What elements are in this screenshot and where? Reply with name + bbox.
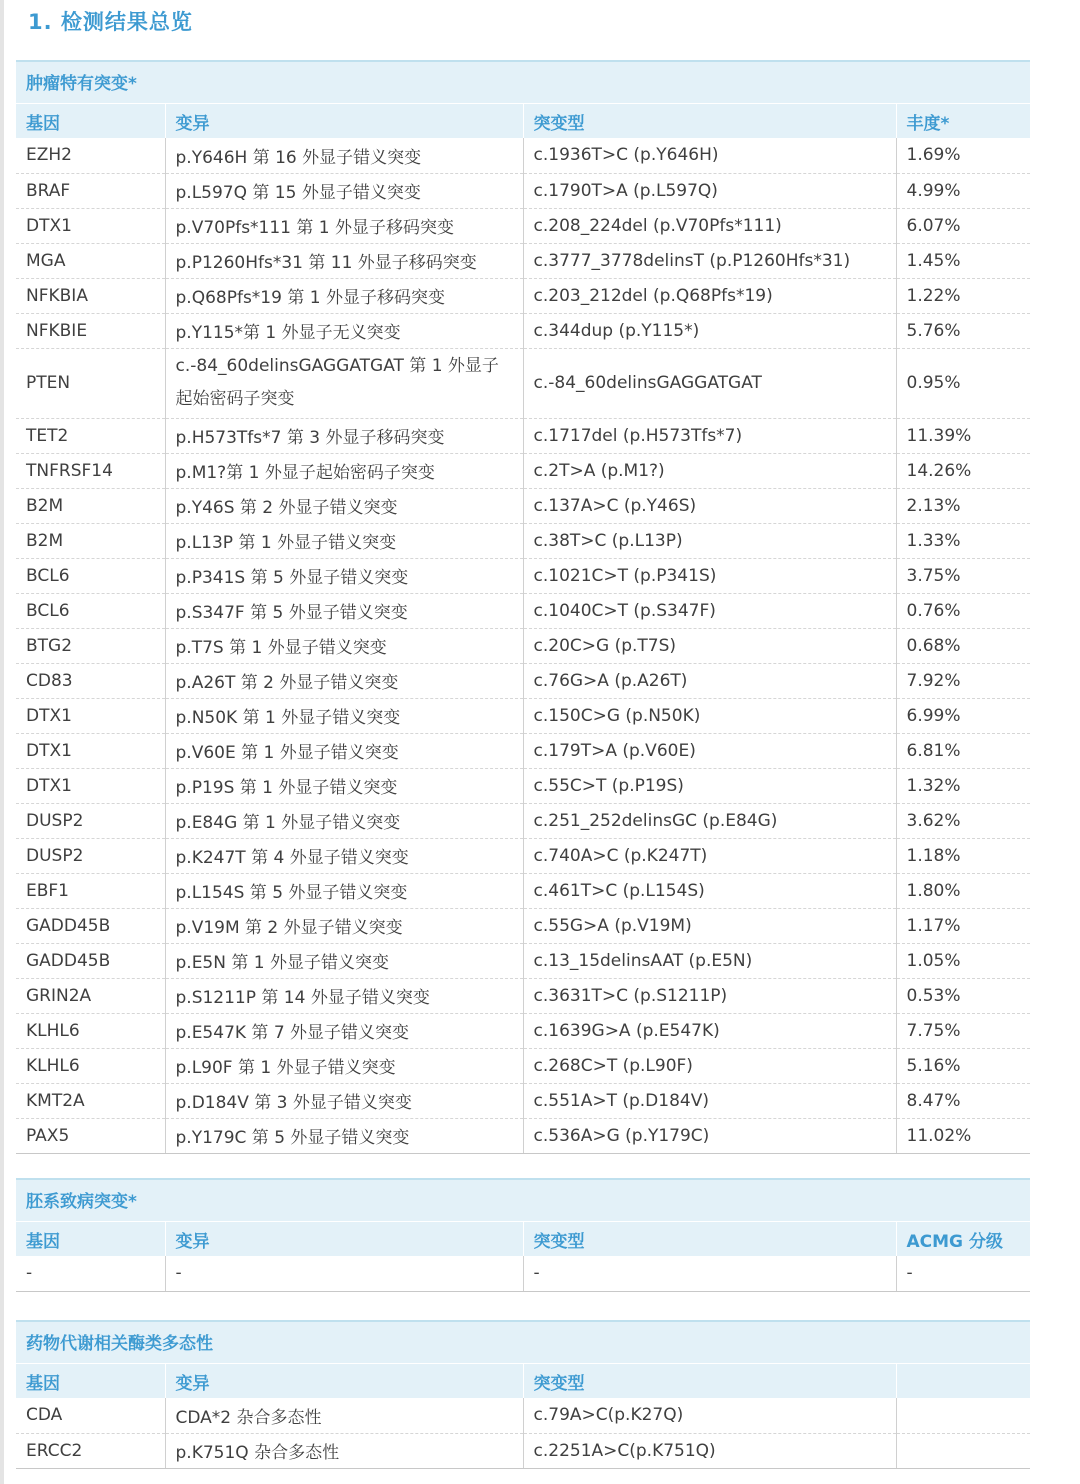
table-row [16, 768, 1030, 803]
somatic-cell: p.P1260Hfs*31 第 11 外显子移码突变 [165, 243, 523, 278]
table-row [16, 1433, 1030, 1468]
pharmaco-cell: ERCC2 [16, 1433, 165, 1468]
somatic-cell: p.E547K 第 7 外显子错义突变 [165, 1013, 523, 1048]
somatic-cell: KLHL6 [16, 1013, 165, 1048]
germline-cell: - [165, 1256, 523, 1291]
germline-table [16, 1222, 1030, 1292]
table-row [16, 733, 1030, 768]
somatic-cell: DTX1 [16, 733, 165, 768]
somatic-cell: 0.76% [896, 593, 1030, 628]
somatic-cell: 7.75% [896, 1013, 1030, 1048]
somatic-cell: p.L597Q 第 15 外显子错义突变 [165, 173, 523, 208]
table-row [16, 803, 1030, 838]
somatic-cell: 0.95% [896, 348, 1030, 418]
germline-section [16, 1178, 1030, 1292]
somatic-cell: p.L13P 第 1 外显子错义突变 [165, 523, 523, 558]
somatic-cell: c.1790T>A (p.L597Q) [523, 173, 896, 208]
pharmaco-cell: p.K751Q 杂合多态性 [165, 1433, 523, 1468]
somatic-cell: 11.39% [896, 418, 1030, 453]
somatic-cell: BCL6 [16, 558, 165, 593]
somatic-cell: c.3631T>C (p.S1211P) [523, 978, 896, 1013]
table-row [16, 838, 1030, 873]
somatic-section-title: 肿瘤特有突变* [16, 60, 1030, 104]
somatic-cell: p.L90F 第 1 外显子错义突变 [165, 1048, 523, 1083]
somatic-cell: DTX1 [16, 768, 165, 803]
table-row [16, 593, 1030, 628]
pharmaco-cell: c.2251A>C(p.K751Q) [523, 1433, 896, 1468]
somatic-cell: p.D184V 第 3 外显子错义突变 [165, 1083, 523, 1118]
somatic-cell: p.N50K 第 1 外显子错义突变 [165, 698, 523, 733]
somatic-cell: NFKBIA [16, 278, 165, 313]
somatic-cell: MGA [16, 243, 165, 278]
pharmaco-cell [896, 1398, 1030, 1433]
somatic-header-cell: 突变型 [523, 104, 896, 138]
somatic-cell: c.461T>C (p.L154S) [523, 873, 896, 908]
somatic-cell: c.1936T>C (p.Y646H) [523, 138, 896, 173]
somatic-cell: c.150C>G (p.N50K) [523, 698, 896, 733]
somatic-cell: p.Y646H 第 16 外显子错义突变 [165, 138, 523, 173]
pharmaco-table [16, 1364, 1030, 1469]
somatic-header-cell: 基因 [16, 104, 165, 138]
somatic-cell: 3.75% [896, 558, 1030, 593]
somatic-cell: PAX5 [16, 1118, 165, 1153]
somatic-header-cell: 丰度* [896, 104, 1030, 138]
somatic-cell: p.V60E 第 1 外显子错义突变 [165, 733, 523, 768]
somatic-cell: NFKBIE [16, 313, 165, 348]
somatic-cell: c.344dup (p.Y115*) [523, 313, 896, 348]
somatic-cell: DUSP2 [16, 838, 165, 873]
somatic-cell: 2.13% [896, 488, 1030, 523]
somatic-cell: c.-84_60delinsGAGGATGAT 第 1 外显子起始密码子突变 [165, 348, 523, 418]
germline-header-cell: 变异 [165, 1222, 523, 1256]
somatic-cell: c.740A>C (p.K247T) [523, 838, 896, 873]
somatic-cell: 8.47% [896, 1083, 1030, 1118]
somatic-cell: BTG2 [16, 628, 165, 663]
somatic-cell: c.208_224del (p.V70Pfs*111) [523, 208, 896, 243]
somatic-cell: 1.80% [896, 873, 1030, 908]
somatic-cell: 6.99% [896, 698, 1030, 733]
somatic-cell: c.13_15delinsAAT (p.E5N) [523, 943, 896, 978]
table-row [16, 523, 1030, 558]
table-row [16, 278, 1030, 313]
somatic-cell: p.Y179C 第 5 外显子错义突变 [165, 1118, 523, 1153]
pharmaco-header-cell [896, 1364, 1030, 1398]
table-row [16, 1013, 1030, 1048]
somatic-cell: PTEN [16, 348, 165, 418]
somatic-cell: c.203_212del (p.Q68Pfs*19) [523, 278, 896, 313]
table-row [16, 348, 1030, 418]
somatic-cell: KMT2A [16, 1083, 165, 1118]
table-row [16, 1256, 1030, 1291]
somatic-cell: 0.53% [896, 978, 1030, 1013]
somatic-cell: c.1639G>A (p.E547K) [523, 1013, 896, 1048]
pharmaco-section-title: 药物代谢相关酶类多态性 [16, 1320, 1030, 1364]
table-row [16, 243, 1030, 278]
somatic-cell: GADD45B [16, 908, 165, 943]
pharmaco-cell [896, 1433, 1030, 1468]
somatic-cell: p.M1?第 1 外显子起始密码子突变 [165, 453, 523, 488]
table-row [16, 138, 1030, 173]
table-row [16, 628, 1030, 663]
somatic-cell: 4.99% [896, 173, 1030, 208]
table-row [16, 873, 1030, 908]
somatic-cell: c.137A>C (p.Y46S) [523, 488, 896, 523]
somatic-cell: p.L154S 第 5 外显子错义突变 [165, 873, 523, 908]
germline-cell: - [523, 1256, 896, 1291]
somatic-cell: c.2T>A (p.M1?) [523, 453, 896, 488]
somatic-cell: c.268C>T (p.L90F) [523, 1048, 896, 1083]
table-row [16, 453, 1030, 488]
pharmaco-cell: CDA*2 杂合多态性 [165, 1398, 523, 1433]
somatic-cell: 1.22% [896, 278, 1030, 313]
somatic-cell: c.38T>C (p.L13P) [523, 523, 896, 558]
somatic-cell: p.S347F 第 5 外显子错义突变 [165, 593, 523, 628]
pharmaco-cell: CDA [16, 1398, 165, 1433]
germline-header-cell: ACMG 分级 [896, 1222, 1030, 1256]
somatic-cell: p.E5N 第 1 外显子错义突变 [165, 943, 523, 978]
somatic-cell: TNFRSF14 [16, 453, 165, 488]
somatic-cell: 14.26% [896, 453, 1030, 488]
somatic-cell: c.55G>A (p.V19M) [523, 908, 896, 943]
germline-cell: - [896, 1256, 1030, 1291]
somatic-cell: 5.76% [896, 313, 1030, 348]
somatic-cell: c.1717del (p.H573Tfs*7) [523, 418, 896, 453]
table-row [16, 698, 1030, 733]
somatic-cell: c.1021C>T (p.P341S) [523, 558, 896, 593]
somatic-cell: c.251_252delinsGC (p.E84G) [523, 803, 896, 838]
somatic-cell: B2M [16, 488, 165, 523]
table-row [16, 558, 1030, 593]
somatic-cell: p.Q68Pfs*19 第 1 外显子移码突变 [165, 278, 523, 313]
somatic-section [16, 60, 1030, 1154]
somatic-cell: B2M [16, 523, 165, 558]
somatic-cell: BCL6 [16, 593, 165, 628]
pharmaco-section [16, 1320, 1030, 1469]
somatic-cell: c.3777_3778delinsT (p.P1260Hfs*31) [523, 243, 896, 278]
somatic-cell: 1.32% [896, 768, 1030, 803]
somatic-cell: 3.62% [896, 803, 1030, 838]
somatic-cell: 6.81% [896, 733, 1030, 768]
somatic-cell: GRIN2A [16, 978, 165, 1013]
somatic-cell: c.179T>A (p.V60E) [523, 733, 896, 768]
somatic-cell: 1.17% [896, 908, 1030, 943]
table-row [16, 313, 1030, 348]
somatic-cell: 1.33% [896, 523, 1030, 558]
somatic-cell: 7.92% [896, 663, 1030, 698]
table-row [16, 208, 1030, 243]
somatic-cell: c.-84_60delinsGAGGATGAT [523, 348, 896, 418]
table-row [16, 663, 1030, 698]
page-title: 1. 检测结果总览 [28, 10, 193, 34]
somatic-cell: c.1040C>T (p.S347F) [523, 593, 896, 628]
germline-header-cell: 基因 [16, 1222, 165, 1256]
somatic-cell: p.P19S 第 1 外显子错义突变 [165, 768, 523, 803]
somatic-cell: CD83 [16, 663, 165, 698]
somatic-cell: p.A26T 第 2 外显子错义突变 [165, 663, 523, 698]
germline-header-cell: 突变型 [523, 1222, 896, 1256]
somatic-cell: p.Y115*第 1 外显子无义突变 [165, 313, 523, 348]
somatic-cell: p.V70Pfs*111 第 1 外显子移码突变 [165, 208, 523, 243]
somatic-cell: p.H573Tfs*7 第 3 外显子移码突变 [165, 418, 523, 453]
somatic-cell: p.T7S 第 1 外显子错义突变 [165, 628, 523, 663]
table-row [16, 978, 1030, 1013]
somatic-cell: p.E84G 第 1 外显子错义突变 [165, 803, 523, 838]
table-row [16, 418, 1030, 453]
somatic-table [16, 104, 1030, 1154]
somatic-cell: GADD45B [16, 943, 165, 978]
somatic-cell: DTX1 [16, 698, 165, 733]
germline-cell: - [16, 1256, 165, 1291]
table-row [16, 908, 1030, 943]
somatic-cell: BRAF [16, 173, 165, 208]
table-row [16, 1083, 1030, 1118]
somatic-cell: 5.16% [896, 1048, 1030, 1083]
somatic-cell: EZH2 [16, 138, 165, 173]
table-row [16, 1118, 1030, 1153]
pharmaco-header-cell: 变异 [165, 1364, 523, 1398]
somatic-cell: p.V19M 第 2 外显子错义突变 [165, 908, 523, 943]
germline-section-title: 胚系致病突变* [16, 1178, 1030, 1222]
table-row [16, 1048, 1030, 1083]
table-row [16, 488, 1030, 523]
somatic-header-cell: 变异 [165, 104, 523, 138]
somatic-cell: p.P341S 第 5 外显子错义突变 [165, 558, 523, 593]
pharmaco-header-cell: 基因 [16, 1364, 165, 1398]
pharmaco-cell: c.79A>C(p.K27Q) [523, 1398, 896, 1433]
somatic-cell: 1.18% [896, 838, 1030, 873]
somatic-cell: DTX1 [16, 208, 165, 243]
somatic-cell: KLHL6 [16, 1048, 165, 1083]
somatic-cell: c.76G>A (p.A26T) [523, 663, 896, 698]
somatic-cell: 1.69% [896, 138, 1030, 173]
somatic-cell: c.55C>T (p.P19S) [523, 768, 896, 803]
somatic-cell: p.Y46S 第 2 外显子错义突变 [165, 488, 523, 523]
pharmaco-header-cell: 突变型 [523, 1364, 896, 1398]
somatic-cell: p.S1211P 第 14 外显子错义突变 [165, 978, 523, 1013]
somatic-cell: c.20C>G (p.T7S) [523, 628, 896, 663]
somatic-cell: 1.45% [896, 243, 1030, 278]
somatic-cell: p.K247T 第 4 外显子错义突变 [165, 838, 523, 873]
somatic-cell: c.551A>T (p.D184V) [523, 1083, 896, 1118]
somatic-cell: TET2 [16, 418, 165, 453]
somatic-cell: c.536A>G (p.Y179C) [523, 1118, 896, 1153]
somatic-cell: 6.07% [896, 208, 1030, 243]
somatic-cell: EBF1 [16, 873, 165, 908]
somatic-cell: DUSP2 [16, 803, 165, 838]
table-row [16, 173, 1030, 208]
somatic-cell: 0.68% [896, 628, 1030, 663]
somatic-cell: 1.05% [896, 943, 1030, 978]
left-margin-rule [0, 0, 4, 1484]
table-row [16, 943, 1030, 978]
table-row [16, 1398, 1030, 1433]
somatic-cell: 11.02% [896, 1118, 1030, 1153]
